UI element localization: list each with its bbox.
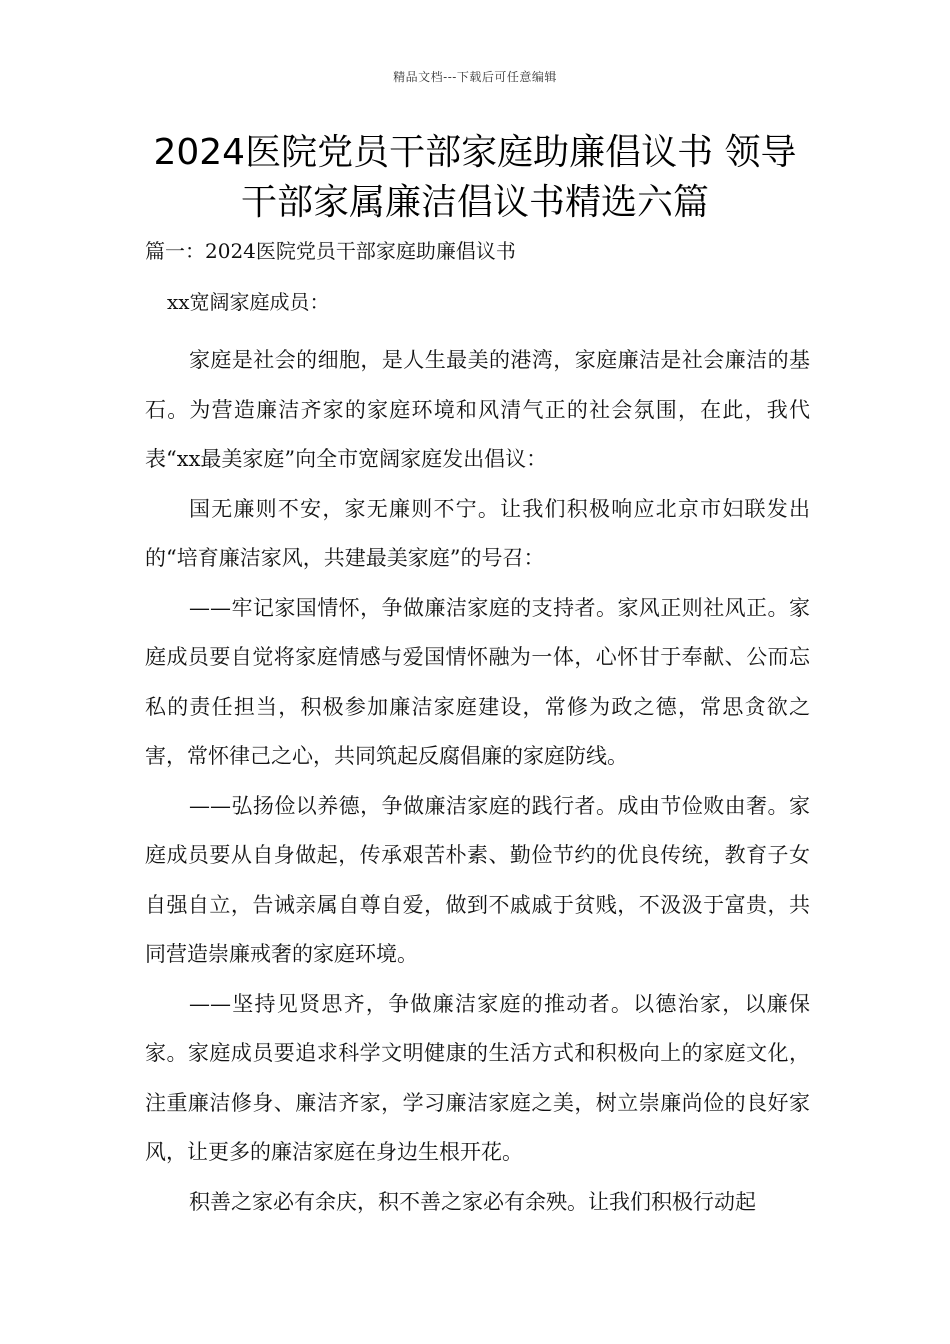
section-heading: 篇一：2024医院党员干部家庭助廉倡议书 [145, 239, 516, 263]
paragraph: 家庭是社会的细胞，是人生最美的港湾，家庭廉洁是社会廉洁的基石。为营造廉洁齐家的家庭环境和风清气正的社会氛围，在此，我代表“xx最美家庭”向全市宽阔家庭发出倡议： [145, 348, 810, 471]
salutation: xx宽阔家庭成员： [167, 290, 330, 314]
paragraph: ——牢记家国情怀，争做廉洁家庭的支持者。家风正则社风正。家庭成员要自觉将家庭情感与爱国情怀融为一体，心怀甘于奉献、公而忘私的责任担当，积极参加廉洁家庭建设，常修为政之德，常思贪欲之害，常怀律己之心，共同筑起反腐倡廉的家庭防线。 [145, 595, 810, 768]
paragraph: 积善之家必有余庆，积不善之家必有余殃。让我们积极行动起 [189, 1189, 756, 1214]
paragraph: ——坚持见贤思齐，争做廉洁家庭的推动者。以德治家，以廉保家。家庭成员要追求科学文明健康的生活方式和积极向上的家庭文化，注重廉洁修身、廉洁齐家，学习廉洁家庭之美，树立崇廉尚俭的良好家风，让更多的廉洁家庭在身边生根开花。 [145, 991, 810, 1164]
header-note: 精品文档---下载后可任意编辑 [393, 70, 557, 84]
paragraph: ——弘扬俭以养德，争做廉洁家庭的践行者。成由节俭败由奢。家庭成员要从自身做起，传承艰苦朴素、勤俭节约的优良传统，教育子女自强自立，告诫亲属自尊自爱，做到不戚戚于贫贱，不汲汲于富贵，共同营造崇廉戒奢的家庭环境。 [145, 793, 810, 966]
document-title: 2024医院党员干部家庭助廉倡议书 领导干部家属廉洁倡议书精选六篇 [153, 132, 797, 223]
paragraph: 国无廉则不安，家无廉则不宁。让我们积极响应北京市妇联发出的“培育廉洁家风，共建最美家庭”的号召： [145, 496, 810, 570]
body-text [145, 336, 810, 1227]
